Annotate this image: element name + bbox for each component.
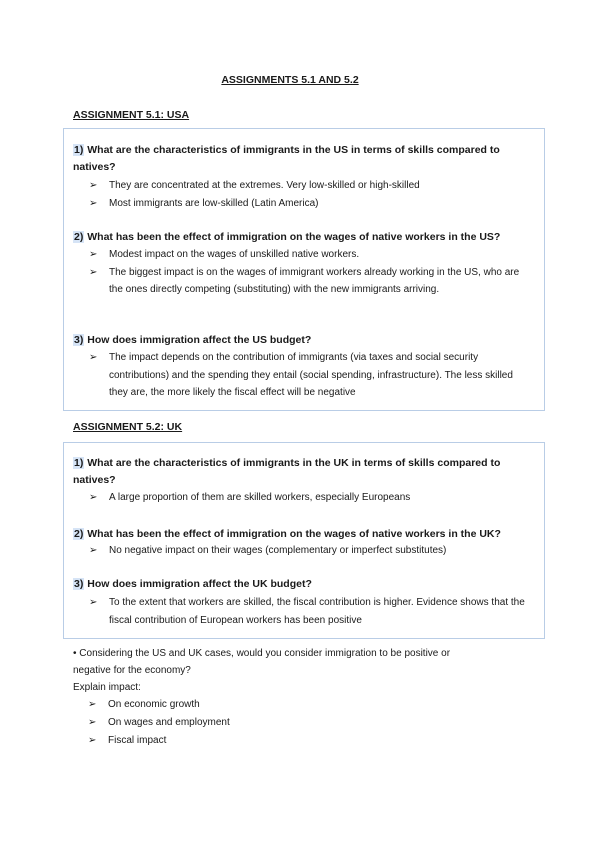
list-item: [88, 714, 230, 732]
arrow-bullet-icon: ➢: [88, 735, 97, 746]
list-item: [89, 594, 529, 629]
answer-text: No negative impact on their wages (complementary or imperfect substitutes): [109, 545, 447, 556]
question-number: 2): [74, 231, 84, 243]
arrow-bullet-icon: ➢: [89, 352, 98, 363]
uk-question-3: [73, 576, 533, 593]
arrow-bullet-icon: ➢: [88, 717, 97, 728]
answer-text: To the extent that workers are skilled, the fiscal contribution is higher. Evidence shows that the fiscal contribution of European workers has been positive: [109, 597, 525, 626]
arrow-bullet-icon: ➢: [89, 180, 98, 191]
question-number: 1): [74, 457, 84, 469]
explain-item-text: On economic growth: [108, 699, 200, 710]
closing-question: • Considering the US and UK cases, would you consider immigration to be positive or negative for the economy?: [73, 648, 451, 676]
list-item: [89, 542, 529, 560]
explain-list: [88, 696, 230, 750]
list-item: [89, 246, 529, 264]
arrow-bullet-icon: ➢: [89, 545, 98, 556]
list-item: [89, 264, 529, 299]
list-item: [89, 177, 529, 195]
question-number: 2): [74, 528, 84, 540]
list-item: [89, 349, 529, 402]
answer-text: They are concentrated at the extremes. Very low-skilled or high-skilled: [109, 180, 420, 191]
answer-text: A large proportion of them are skilled workers, especially Europeans: [109, 492, 411, 503]
arrow-bullet-icon: ➢: [89, 597, 98, 608]
explain-item-text: Fiscal impact: [108, 735, 167, 746]
answer-text: The impact depends on the contribution of immigrants (via taxes and social security contributions) and the spending they entail (social spending, infrastructure). The less skilled they are, the more likely the fiscal effect will be negative: [109, 352, 513, 398]
question-text: What has been the effect of immigration on the wages of native workers in the US?: [87, 231, 501, 243]
arrow-bullet-icon: ➢: [89, 249, 98, 260]
question-text: What are the characteristics of immigrants in the UK in terms of skills compared to natives?: [73, 457, 501, 486]
arrow-bullet-icon: ➢: [89, 492, 98, 503]
list-item: [88, 696, 230, 714]
answer-text: The biggest impact is on the wages of immigrant workers already working in the US, who are the ones directly competing (substituting) with the new immigrants arriving.: [109, 266, 520, 295]
usa-question-1: [73, 142, 533, 176]
explain-item-text: On wages and employment: [108, 717, 230, 728]
explain-label: Explain impact:: [73, 682, 141, 693]
page-title: ASSIGNMENTS 5.1 AND 5.2: [221, 74, 359, 86]
arrow-bullet-icon: ➢: [88, 699, 97, 710]
question-number: 3): [74, 578, 84, 590]
question-text: What are the characteristics of immigrants in the US in terms of skills compared to natives?: [73, 144, 500, 173]
arrow-bullet-icon: ➢: [89, 197, 98, 209]
usa-question-2: [73, 229, 533, 246]
uk-q1-answers: [89, 489, 529, 507]
uk-question-1: [73, 455, 533, 489]
usa-question-3: [73, 332, 533, 349]
list-item: [88, 732, 230, 750]
list-item: [89, 489, 529, 507]
answer-text: Modest impact on the wages of unskilled native workers.: [109, 249, 360, 260]
usa-q2-answers: [89, 246, 529, 299]
arrow-bullet-icon: ➢: [89, 266, 98, 278]
question-text: How does immigration affect the US budget?: [87, 334, 312, 346]
question-text: What has been the effect of immigration on the wages of native workers in the UK?: [87, 528, 501, 540]
usa-q1-answers: [89, 177, 529, 212]
question-text: How does immigration affect the UK budget?: [87, 578, 312, 590]
uk-q3-answers: [89, 594, 529, 629]
question-number: 3): [74, 334, 84, 346]
usa-q3-answers: [89, 349, 529, 402]
question-number: 1): [74, 144, 84, 156]
usa-question-box: [63, 128, 545, 411]
list-item: [89, 195, 529, 213]
uk-question-box: [63, 442, 545, 639]
uk-q2-answers: [89, 542, 529, 560]
section-heading-usa: ASSIGNMENT 5.1: USA: [73, 109, 190, 121]
answer-text: Most immigrants are low-skilled (Latin America): [109, 197, 319, 209]
section-heading-uk: ASSIGNMENT 5.2: UK: [73, 421, 183, 433]
uk-question-2: [73, 526, 533, 543]
